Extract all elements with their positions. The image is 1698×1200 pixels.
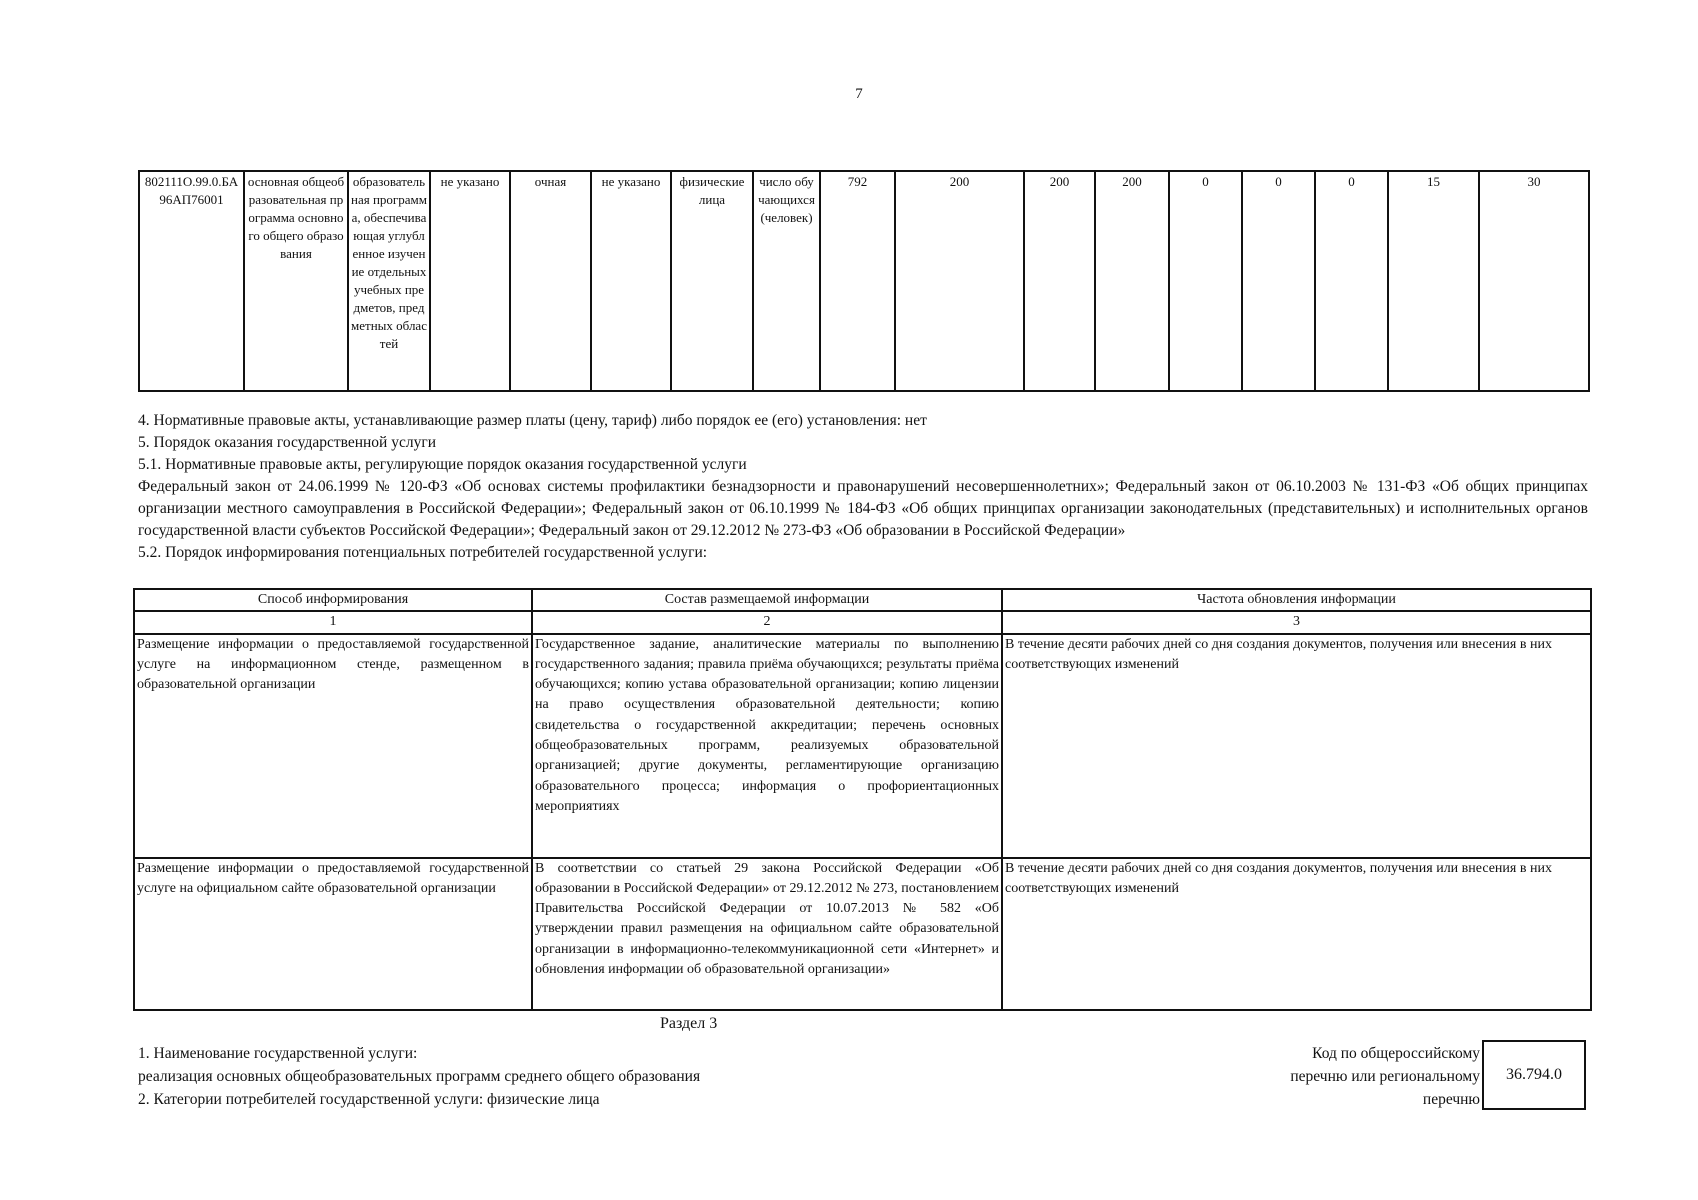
- value-cell: 200: [1095, 171, 1169, 391]
- column-number: 2: [532, 611, 1002, 633]
- form-cell: очная: [510, 171, 591, 391]
- method-cell: Размещение информации о предоставляемой государственной услуге на информационном стенде, размещенном в образовательной организации: [134, 634, 532, 858]
- program-cell: основная общеобразовательная программа основного общего образования: [244, 171, 348, 391]
- program-type-cell: образовательная программа, обеспечивающая углубленное изучение отдельных учебных предметов, предметных областей: [348, 171, 430, 391]
- value-cell: 30: [1479, 171, 1589, 391]
- registry-code-box: [1482, 1040, 1586, 1110]
- column-number: 1: [134, 611, 532, 633]
- value-cell: 0: [1315, 171, 1388, 391]
- column-header: Состав размещаемой информации: [532, 589, 1002, 611]
- value-cell: 200: [1024, 171, 1095, 391]
- table-row: [134, 858, 1591, 1010]
- registry-code-cell: 802111О.99.0.БА96АП76001: [139, 171, 244, 391]
- unit-code-cell: 792: [820, 171, 895, 391]
- column-number: 3: [1002, 611, 1591, 633]
- registry-code-label: Код по общероссийскому перечню или региональному перечню: [1290, 1045, 1480, 1108]
- value-cell: 0: [1169, 171, 1242, 391]
- value-cell: 15: [1388, 171, 1479, 391]
- table-header-row: [134, 589, 1591, 611]
- registry-code-value: 36.794.0: [1506, 1066, 1562, 1083]
- column-number-row: [134, 611, 1591, 633]
- frequency-cell: В течение десяти рабочих дней со дня создания документов, получения или внесения в них соответствующих изменений: [1002, 634, 1591, 858]
- information-table: [133, 588, 1592, 1011]
- laws-paragraph: Федеральный закон от 24.06.1999 № 120-ФЗ «Об основах системы профилактики безнадзорности и правонарушений несовершеннолетних»; Федеральный закон от 06.10.2003 № 131-ФЗ «Об общих принципах организации местного самоуправления в Российской Федерации»; Федеральный закон от 06.10.1999 № 184-ФЗ «Об общих принципах организации законодательных (представительных) и исполнительных органов государственной власти субъектов Российской Федерации»; Федеральный закон от 29.12.2012 № 273-ФЗ «Об образовании в Российской Федерации»: [138, 478, 1588, 539]
- table-cell: не указано: [591, 171, 671, 391]
- paragraph-item-5: 5. Порядок оказания государственной услуги: [138, 434, 436, 451]
- indicator-cell: число обучающихся (человек): [753, 171, 820, 391]
- frequency-cell: В течение десяти рабочих дней со дня создания документов, получения или внесения в них соответствующих изменений: [1002, 858, 1591, 1010]
- method-cell: Размещение информации о предоставляемой государственной услуге на официальном сайте образовательной организации: [134, 858, 532, 1010]
- value-cell: 0: [1242, 171, 1315, 391]
- page-number: 7: [855, 86, 863, 102]
- column-header: Способ информирования: [134, 589, 532, 611]
- consumer-category-line: 2. Категории потребителей государственной услуги: физические лица: [138, 1091, 600, 1108]
- column-header: Частота обновления информации: [1002, 589, 1591, 611]
- content-cell: Государственное задание, аналитические материалы по выполнению государственного задания; правила приёма обучающихся; результаты приёма обучающихся; копию устава образовательной организации; копию лицензии на право осуществления образовательной деятельности; копию свидетельства о государственной аккредитации; перечень основных общеобразовательных программ, реализуемых образовательной организацией; другие документы, регламентирующие организацию образовательного процесса; информация о профориентационных мероприятиях: [532, 634, 1002, 858]
- content-cell: В соответствии со статьей 29 закона Российской Федерации «Об образовании в Российской Федерации» от 29.12.2012 № 273, постановлением Правительства Российской Федерации от 10.07.2013 № 582 «Об утверждении правил размещения на официальном сайте образовательной организации в информационно-телекоммуникационной сети «Интернет» и обновления информации об образовательной организации»: [532, 858, 1002, 1010]
- paragraph-item-4: 4. Нормативные правовые акты, устанавливающие размер платы (цену, тариф) либо порядок ее (его) установления: нет: [138, 412, 927, 429]
- paragraph-item-5-2: 5.2. Порядок информирования потенциальных потребителей государственной услуги:: [138, 544, 708, 561]
- consumer-category-cell: физические лица: [671, 171, 753, 391]
- service-name-label: 1. Наименование государственной услуги:: [138, 1045, 418, 1062]
- section-lines: [138, 1042, 700, 1111]
- service-name-value: реализация основных общеобразовательных программ среднего общего образования: [138, 1068, 701, 1085]
- table-cell: не указано: [430, 171, 510, 391]
- table-row: [139, 171, 1589, 391]
- text-block: [138, 410, 1588, 564]
- section-title: Раздел 3: [660, 1015, 718, 1032]
- service-volume-table: [138, 170, 1590, 392]
- value-cell: 200: [895, 171, 1024, 391]
- table-row: [134, 634, 1591, 858]
- paragraph-item-5-1: 5.1. Нормативные правовые акты, регулирующие порядок оказания государственной услуги: [138, 456, 747, 473]
